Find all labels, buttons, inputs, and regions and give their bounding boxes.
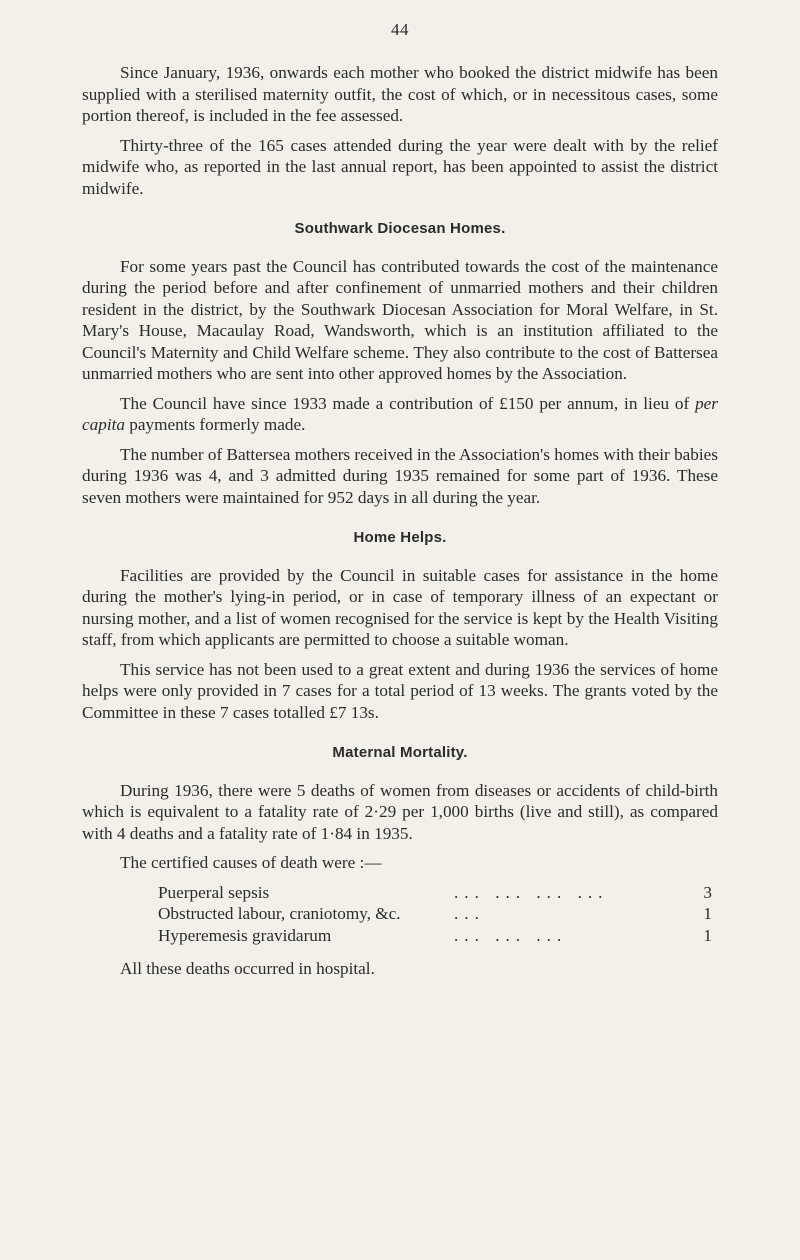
list-item (82, 903, 718, 925)
list-item (82, 925, 718, 947)
cause-name: Puerperal sepsis (158, 882, 270, 902)
home-helps-paragraph-2: This service has not been used to a great extent and during 1936 the services of home helps were only provided in 7 cases for a total period of 13 weeks. The grants voted by the Committee in these 7 cases totalled £7 13s. (82, 659, 718, 722)
southwark-p2-after: payments formerly made. (124, 415, 306, 434)
causes-list (82, 882, 718, 947)
closing-statement: All these deaths occurred in hospital. (120, 959, 375, 978)
cause-name: Hyperemesis gravidarum (158, 925, 332, 945)
causes-lead: The certified causes of death were :— (120, 853, 382, 872)
cause-count: 3 (703, 882, 712, 902)
home-helps-heading: Home Helps. (353, 529, 447, 546)
southwark-p2-before: The Council have since 1933 made a contribution of £150 per annum, in lieu of (120, 393, 696, 413)
cause-name: Obstructed labour, craniotomy, &c. (158, 904, 401, 923)
cause-count: 1 (703, 925, 712, 945)
leader-dots: ... ... ... (454, 925, 568, 945)
maternal-mortality-paragraph-1: During 1936, there were 5 deaths of women from diseases or accidents of child-birth which is equivalent to a fatality rate of 2·29 per 1,000 births (live and still), as compared with 4 deaths and a fatality rate of 1·84 in 1935. (82, 780, 718, 843)
southwark-p2-italic: per capita (82, 393, 718, 434)
cause-count: 1 (703, 904, 712, 923)
leader-dots: ... ... ... ... (454, 882, 609, 902)
leader-dots: ... (454, 904, 485, 923)
document-body (82, 62, 718, 988)
southwark-paragraph-3: The number of Battersea mothers received in the Association's homes with their babies during 1936 was 4, and 3 admitted during 1935 remained for some part of 1936. These seven mothers were maintained for 952 days in all during the year. (82, 444, 718, 507)
maternal-mortality-heading: Maternal Mortality. (332, 744, 468, 761)
southwark-heading: Southwark Diocesan Homes. (294, 220, 506, 237)
home-helps-paragraph-1: Facilities are provided by the Council in suitable cases for assistance in the home during the mother's lying-in period, or in case of temporary illness of an expectant or nursing mother, and a list of women recognised for the service is kept by the Health Visiting staff, from which applicants are permitted to choose a suitable woman. (82, 565, 718, 649)
list-item (82, 882, 718, 904)
southwark-paragraph-2 (82, 393, 718, 436)
intro-paragraph-1: Since January, 1936, onwards each mother who booked the district midwife has been supplied with a sterilised maternity outfit, the cost of which, or in necessitous cases, some portion thereof, is included in the fee assessed. (82, 63, 718, 125)
page-number: 44 (391, 20, 409, 39)
intro-paragraph-2: Thirty-three of the 165 cases attended during the year were dealt with by the relief midwife who, as reported in the last annual report, has been appointed to assist the district midwife. (82, 135, 718, 198)
southwark-paragraph-1: For some years past the Council has contributed towards the cost of the maintenance during the period before and after confinement of unmarried mothers and their children resident in the district, by the Southwark Diocesan Association for Moral Welfare, in St. Mary's House, Macaulay Road, Wandsworth, which is an institution affiliated to the Council's Maternity and Child Welfare scheme. They also contribute to the cost of Battersea unmarried mothers who are sent into other approved homes by the Association. (82, 256, 718, 383)
